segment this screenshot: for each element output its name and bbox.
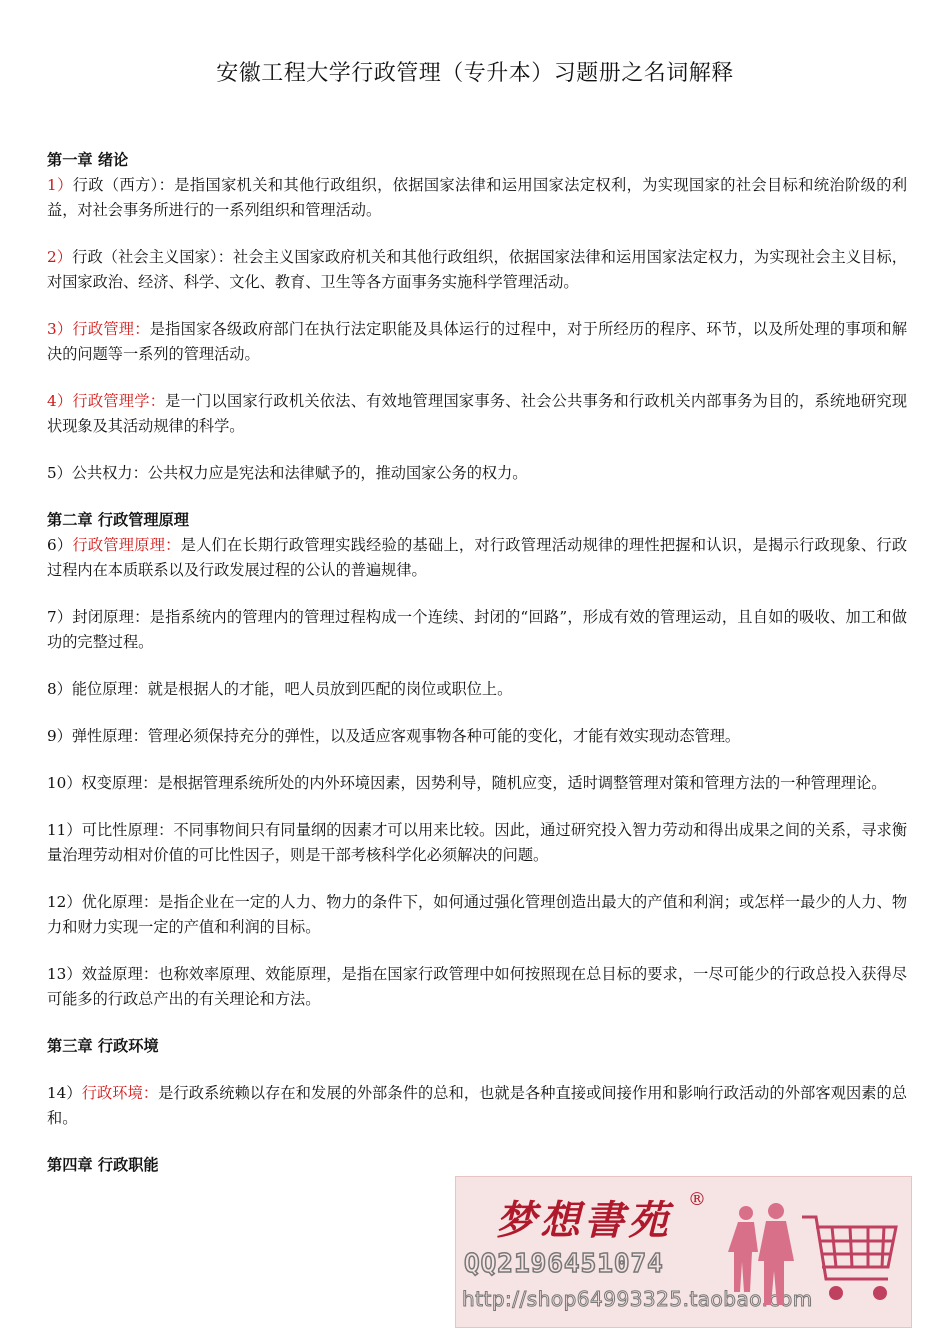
entry-number: 2） bbox=[47, 248, 73, 266]
page-title: 安徽工程大学行政管理（专升本）习题册之名词解释 bbox=[216, 61, 734, 86]
entry-number: 12） bbox=[47, 893, 82, 911]
entry-8 bbox=[47, 677, 907, 702]
chapter-heading: 第二章 行政管理原理 bbox=[47, 511, 189, 529]
entry-definition: 就是根据人的才能，吧人员放到匹配的岗位或职位上。 bbox=[147, 680, 513, 698]
entry-term: 行政（社会主义国家）： bbox=[72, 248, 234, 266]
entry-term: 权变原理： bbox=[81, 774, 158, 792]
chapter-heading: 第三章 行政环境 bbox=[47, 1037, 159, 1055]
entry-3 bbox=[47, 317, 907, 367]
entry-number: 3） bbox=[47, 320, 73, 338]
entry-term: 能位原理： bbox=[71, 680, 148, 698]
entry-10 bbox=[47, 771, 907, 796]
entry-number: 11） bbox=[47, 821, 82, 839]
entry-term: 行政管理： bbox=[72, 320, 150, 338]
document-body bbox=[47, 148, 907, 1178]
entry-number: 4） bbox=[47, 392, 73, 410]
entry-2 bbox=[47, 245, 907, 295]
entry-number: 8） bbox=[47, 680, 72, 698]
entry-term: 行政环境： bbox=[81, 1084, 159, 1102]
entry-definition: 是一门以国家行政机关依法、有效地管理国家事务、社会公共事务和行政机关内部事务为目的，系统地研究现状现象及其活动规律的科学。 bbox=[47, 392, 908, 435]
chapter-heading: 第一章 绪论 bbox=[47, 151, 129, 169]
entry-7 bbox=[47, 605, 907, 655]
entry-definition: 是指国家机关和其他行政组织，依据国家法律和运用国家法定权利，为实现国家的社会目标和统治阶级的利益，对社会事务所进行的一系列组织和管理活动。 bbox=[47, 176, 908, 219]
entry-term: 行政管理原理： bbox=[72, 536, 181, 554]
entry-9 bbox=[47, 724, 907, 749]
entry-term: 封闭原理： bbox=[72, 608, 150, 626]
shopping-cart-icon bbox=[724, 1197, 904, 1317]
entry-number: 5） bbox=[47, 464, 72, 482]
entry-term: 可比性原理： bbox=[81, 821, 174, 839]
entry-term: 行政管理学： bbox=[72, 392, 166, 410]
entry-definition: 是指企业在一定的人力、物力的条件下，如何通过强化管理创造出最大的产值和利润；或怎样一最少的人力、物力和财力实现一定的产值和利润的目标。 bbox=[47, 893, 908, 936]
entry-13 bbox=[47, 962, 907, 1012]
entry-number: 9） bbox=[47, 727, 72, 745]
entry-number: 1） bbox=[47, 176, 73, 194]
entry-term: 弹性原理： bbox=[71, 727, 148, 745]
entry-definition: 社会主义国家政府机关和其他行政组织，依据国家法律和运用国家法定权力，为实现社会主义目标，对国家政治、经济、科学、文化、教育、卫生等各方面事务实施科学管理活动。 bbox=[47, 248, 907, 291]
entry-term: 行政（西方）： bbox=[72, 176, 175, 194]
entry-term: 优化原理： bbox=[81, 893, 159, 911]
entry-term: 公共权力： bbox=[71, 464, 148, 482]
shop-watermark bbox=[455, 1176, 912, 1328]
entry-number: 6） bbox=[47, 536, 73, 554]
entry-number: 7） bbox=[47, 608, 73, 626]
entry-12 bbox=[47, 890, 907, 940]
entry-definition: 管理必须保持充分的弹性，以及适应客观事物各种可能的变化，才能有效实现动态管理。 bbox=[147, 727, 741, 745]
chapter-heading: 第四章 行政职能 bbox=[47, 1156, 159, 1174]
entry-number: 10） bbox=[47, 774, 82, 792]
entry-definition: 是行政系统赖以存在和发展的外部条件的总和，也就是各种直接或间接作用和影响行政活动的外部客观因素的总和。 bbox=[47, 1084, 908, 1127]
entry-11 bbox=[47, 818, 907, 868]
shoppers-figure-icon bbox=[728, 1203, 794, 1305]
entry-number: 13） bbox=[47, 965, 82, 983]
watermark-url: http://shop64993325.taobao.com bbox=[462, 1287, 813, 1311]
entry-definition: 公共权力应是宪法和法律赋予的，推动国家公务的权力。 bbox=[147, 464, 528, 482]
entry-6 bbox=[47, 533, 907, 583]
entry-definition: 也称效率原理、效能原理，是指在国家行政管理中如何按照现在总目标的要求，一尽可能少的行政总投入获得尽可能多的行政总产出的有关理论和方法。 bbox=[47, 965, 908, 1008]
entry-definition: 是指系统内的管理内的管理过程构成一个连续、封闭的“回路”，形成有效的管理运动，且自如的吸收、加工和做功的完整过程。 bbox=[47, 608, 907, 651]
entry-definition: 是人们在长期行政管理实践经验的基础上，对行政管理活动规律的理性把握和认识，是揭示行政现象、行政过程内在本质联系以及行政发展过程的公认的普遍规律。 bbox=[47, 536, 908, 579]
entry-14 bbox=[47, 1081, 907, 1131]
entry-definition: 不同事物间只有同量纲的因素才可以用来比较。因此，通过研究投入智力劳动和得出成果之间的关系，寻求衡量治理劳动相对价值的可比性因子，则是干部考核科学化必须解决的问题。 bbox=[47, 821, 908, 864]
registered-mark: ® bbox=[688, 1189, 706, 1210]
entry-definition: 是指国家各级政府部门在执行法定职能及具体运行的过程中，对于所经历的程序、环节，以及所处理的事项和解决的问题等一系列的管理活动。 bbox=[47, 320, 908, 363]
entry-4 bbox=[47, 389, 907, 439]
entry-number: 14） bbox=[47, 1084, 82, 1102]
entry-term: 效益原理： bbox=[81, 965, 159, 983]
entry-1 bbox=[47, 173, 907, 223]
entry-5 bbox=[47, 461, 907, 486]
watermark-brand: 梦想書苑 bbox=[496, 1197, 672, 1244]
watermark-qq: QQ2196451074 bbox=[464, 1249, 664, 1279]
entry-definition: 是根据管理系统所处的内外环境因素，因势利导，随机应变，适时调整管理对策和管理方法的一种管理理论。 bbox=[157, 774, 887, 792]
